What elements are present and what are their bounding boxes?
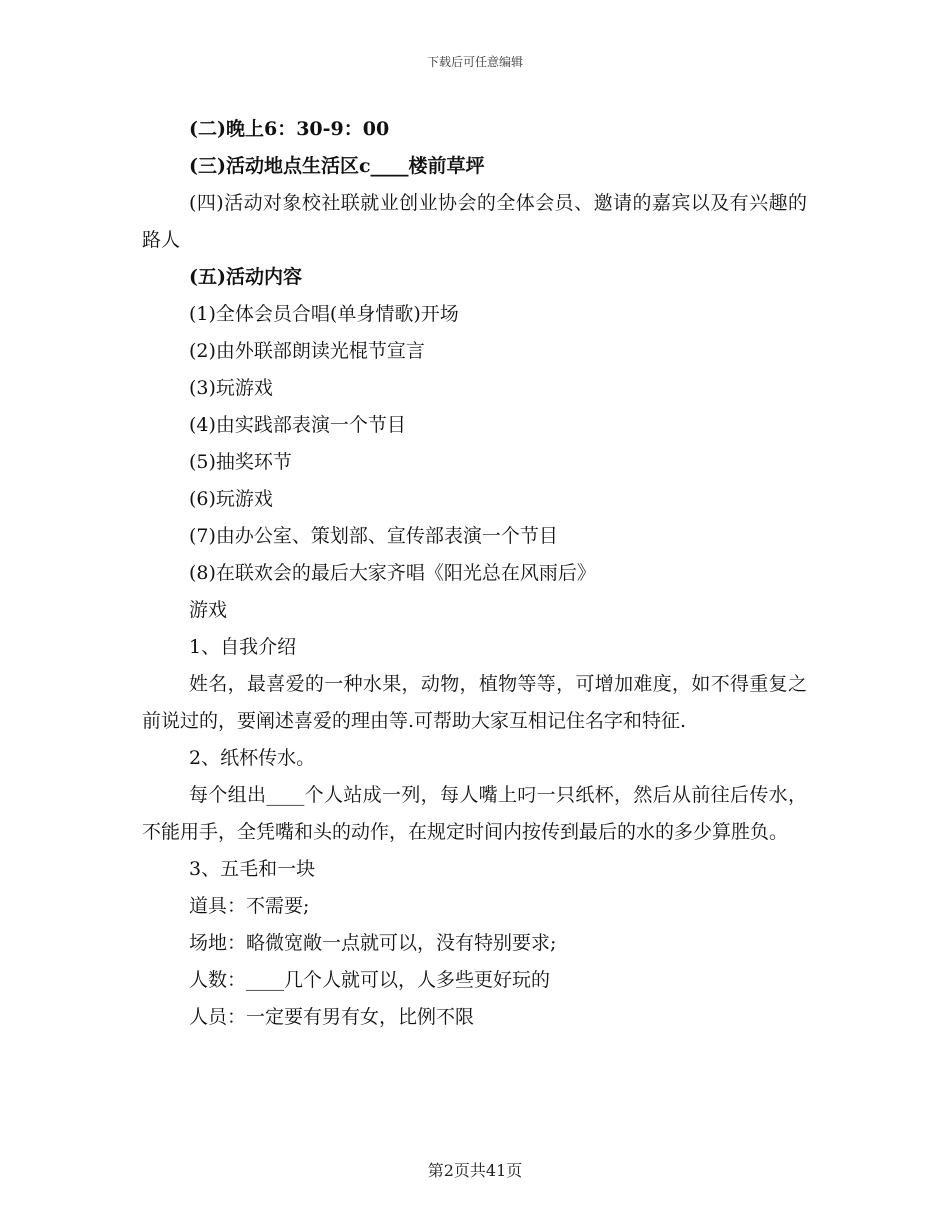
program-item-8: (8)在联欢会的最后大家齐唱《阳光总在风雨后》 bbox=[189, 562, 596, 584]
program-item-1: (1)全体会员合唱(单身情歌)开场 bbox=[189, 303, 459, 325]
program-item-5: (5)抽奖环节 bbox=[189, 451, 292, 473]
program-item-3: (3)玩游戏 bbox=[189, 377, 273, 399]
page-header: 下载后可任意编辑 bbox=[426, 55, 523, 69]
activity-audience: (四)活动对象校社联就业创业协会的全体会员、邀请的嘉宾以及有兴趣的路人 bbox=[142, 192, 807, 251]
program-item-2: (2)由外联部朗读光棍节宣言 bbox=[189, 340, 425, 362]
game-3-players: 人数：____几个人就可以，人多些更好玩的 bbox=[189, 969, 551, 991]
activity-content-heading: (五)活动内容 bbox=[189, 266, 302, 288]
game-2-title: 2、纸杯传水。 bbox=[189, 747, 316, 769]
game-2-description: 每个组出____个人站成一列，每人嘴上叼一只纸杯，然后从前往后传水，不能用手，全凭嘴和头的动作，在规定时间内按传到最后的水的多少算胜负。 bbox=[142, 784, 807, 843]
page-footer: 第2页共41页 bbox=[427, 1161, 523, 1180]
games-heading: 游戏 bbox=[189, 599, 228, 621]
schedule-time: (二)晚上6：30-9：00 bbox=[189, 118, 390, 140]
program-item-6: (6)玩游戏 bbox=[189, 488, 273, 510]
game-1-description: 姓名，最喜爱的一种水果，动物，植物等等，可增加难度，如不得重复之前说过的，要阐述喜爱的理由等.可帮助大家互相记住名字和特征. bbox=[142, 673, 807, 732]
game-3-venue: 场地：略微宽敞一点就可以，没有特别要求; bbox=[189, 932, 557, 954]
document-body bbox=[142, 111, 807, 1036]
program-item-7: (7)由办公室、策划部、宣传部表演一个节目 bbox=[189, 525, 558, 547]
game-1-title: 1、自我介绍 bbox=[189, 636, 297, 658]
game-3-props: 道具：不需要; bbox=[189, 895, 310, 917]
program-item-4: (4)由实践部表演一个节目 bbox=[189, 414, 406, 436]
game-3-participants: 人员：一定要有男有女，比例不限 bbox=[189, 1006, 475, 1028]
game-3-title: 3、五毛和一块 bbox=[189, 858, 316, 880]
activity-location: (三)活动地点生活区c____楼前草坪 bbox=[189, 155, 485, 177]
